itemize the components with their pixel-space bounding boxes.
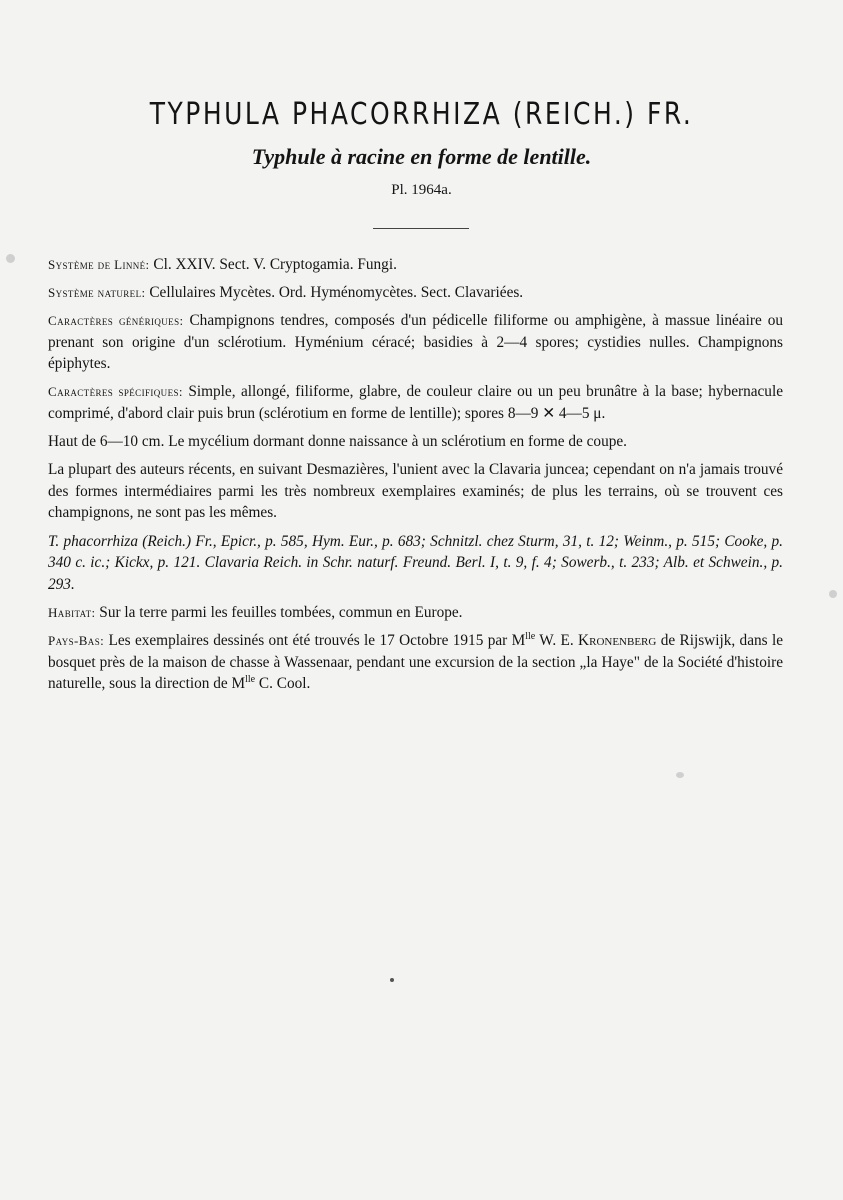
paragraph-generiques xyxy=(48,310,783,375)
paper-speck xyxy=(390,978,394,982)
paragraph-specifiques xyxy=(48,381,783,424)
text-paysbas-c: C. Cool. xyxy=(255,675,311,693)
paper-speck xyxy=(829,590,837,598)
text-paysbas-b: de Rijswijk, dans le bosquet près de la maison de chasse à Wassenaar, pendant une excursion de la section „la Haye" de la Société d'histoire naturelle, sous la direction de M xyxy=(48,631,783,693)
text-habitat: Sur la terre parmi les feuilles tombées, commun en Europe. xyxy=(95,603,463,621)
heading-divider xyxy=(373,228,469,229)
paragraph-habitat xyxy=(48,602,783,624)
text-specifiques: Simple, allongé, filiforme, glabre, de couleur claire ou un peu brunâtre à la base; hybernacule comprimé, d'abord clair puis brun (sclérotium en forme de lentille); spores 8—9 ✕ 4—5 μ. xyxy=(48,383,783,423)
paragraph-naturel xyxy=(48,282,783,304)
description-body xyxy=(48,254,783,701)
text-paysbas-a: Les exemplaires dessinés ont été trouvés le 17 Octobre 1915 par M xyxy=(104,631,526,649)
paragraph-paysbas xyxy=(48,630,783,695)
label-habitat: Habitat: xyxy=(48,604,96,620)
species-title: TYPHULA PHACORRHIZA (REICH.) FR. xyxy=(149,96,694,132)
superscript-lle-a: lle xyxy=(525,630,536,642)
text-linne: Cl. XXIV. Sect. V. Cryptogamia. Fungi. xyxy=(149,256,397,273)
paragraph-haut: Haut de 6—10 cm. Le mycélium dormant donne naissance à un sclérotium en forme de coupe. xyxy=(48,433,627,451)
paragraph-linne xyxy=(48,254,783,276)
text-generiques: Champignons tendres, composés d'un pédicelle filiforme ou amphigène, à massue linéaire ou prenant son origine d'un sclérotium. Hyménium céracé; basidies à 2—4 spores; cystidies nulles. Champignons épiphytes. xyxy=(48,312,784,373)
common-name-subtitle: Typhule à racine en forme de lentille. xyxy=(251,144,592,169)
paragraph-references: T. phacorrhiza (Reich.) Fr., Epicr., p. 585, Hym. Eur., p. 683; Schnitzl. chez Sturm, 31, t. 12; Weinm., p. 515; Cooke, p. 340 c. ic.; Kickx, p. 121. Clavaria Reich. in Schr. naturf. Freund. Berl. I, t. 9, f. 4; Sowerb., t. 233; Alb. et Schwein., p. 293. xyxy=(48,532,783,593)
superscript-lle-b: lle xyxy=(245,674,256,685)
paper-speck xyxy=(6,254,15,263)
text-naturel: Cellulaires Mycètes. Ord. Hyménomycètes. Sect. Clavariées. xyxy=(145,284,524,302)
label-linne: Système de Linné: xyxy=(48,257,150,272)
label-generiques: Caractères génériques: xyxy=(48,313,184,329)
label-paysbas: Pays-Bas: xyxy=(48,632,105,648)
paper-speck xyxy=(676,772,684,778)
plate-number: Pl. 1964a. xyxy=(391,182,452,198)
collector-name: W. E. Kronenberg xyxy=(535,631,657,649)
label-naturel: Système naturel: xyxy=(48,285,146,301)
label-specifiques: Caractères spécifiques: xyxy=(48,384,183,400)
paragraph-plupart: La plupart des auteurs récents, en suivant Desmazières, l'unient avec la Clavaria juncea; cependant on n'a jamais trouvé des formes intermédiaires parmi les très nombreux exemplaires examinés; de plus les terrains, où se trouvent ces champignons, ne sont pas les mêmes. xyxy=(48,461,783,522)
